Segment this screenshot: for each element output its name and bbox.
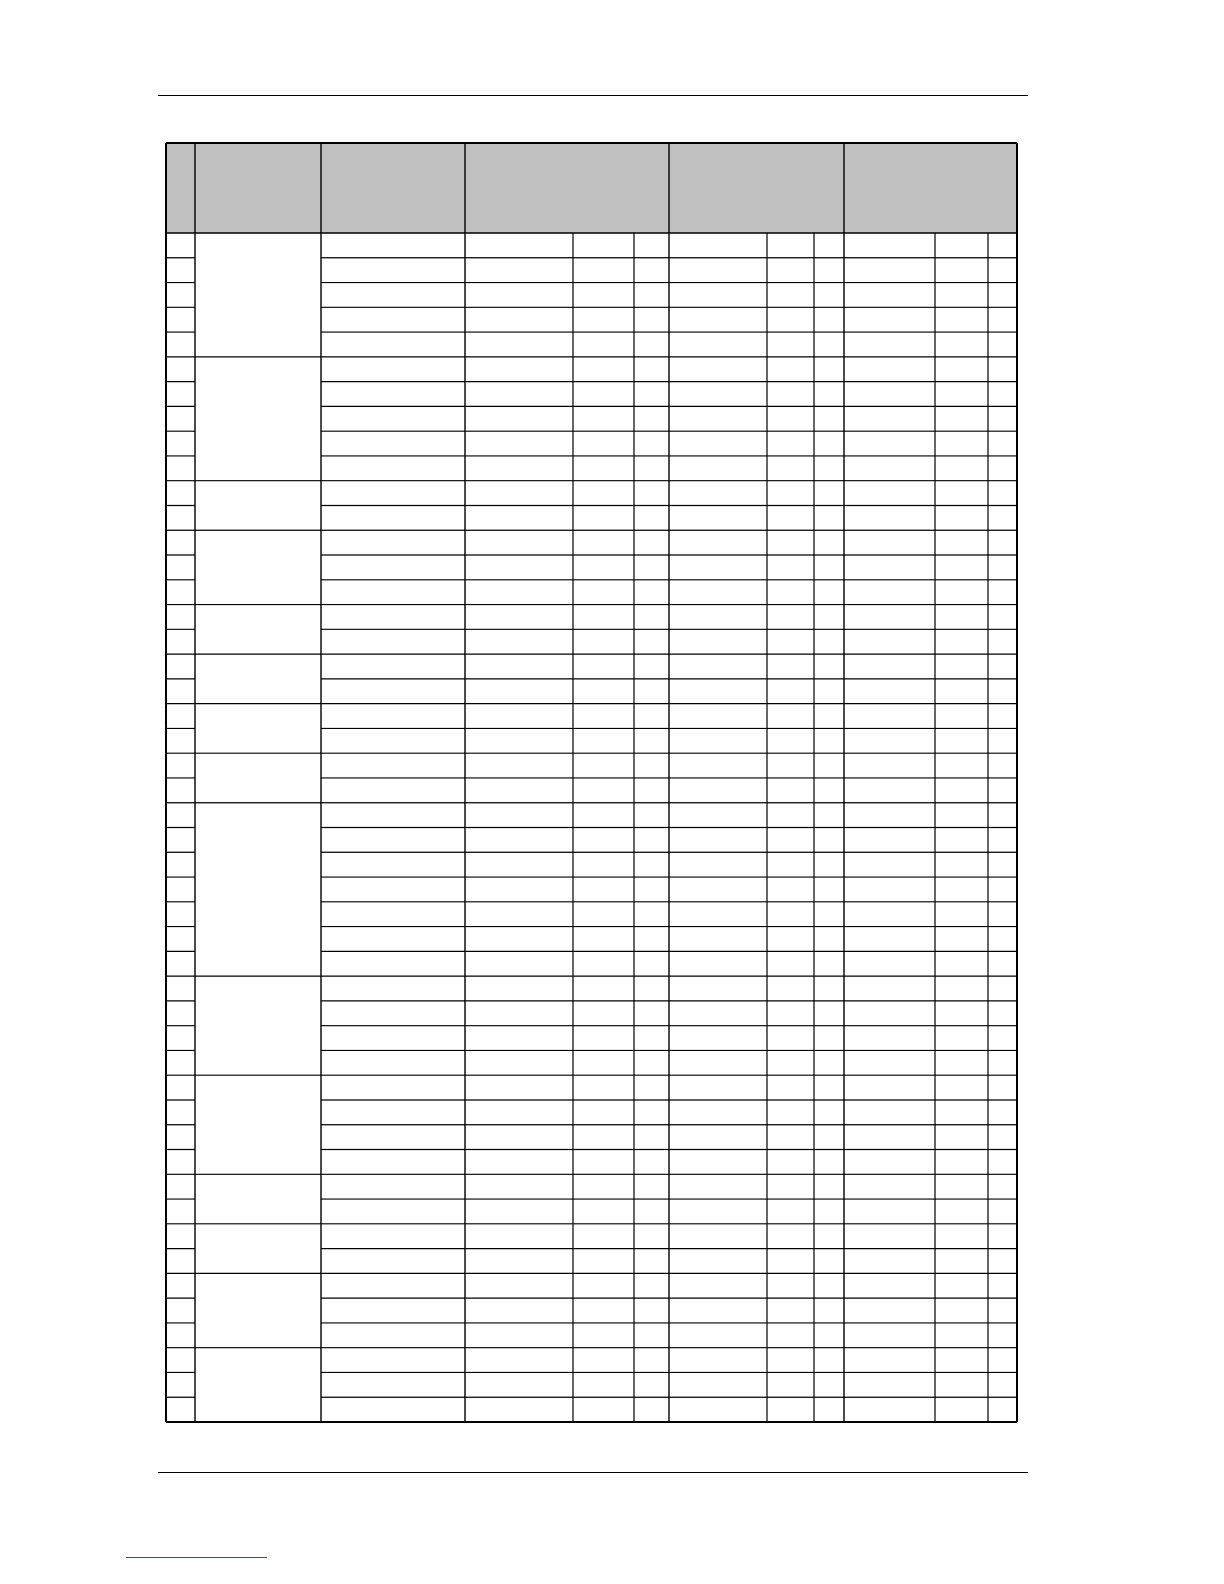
footer-link-underline[interactable] <box>126 1557 267 1558</box>
header-cell <box>844 143 1017 233</box>
header-cell <box>669 143 844 233</box>
header-cell <box>321 143 465 233</box>
header-cell <box>195 143 321 233</box>
bottom-rule <box>158 1472 1028 1473</box>
header-cell <box>166 143 195 233</box>
header-cell <box>465 143 669 233</box>
